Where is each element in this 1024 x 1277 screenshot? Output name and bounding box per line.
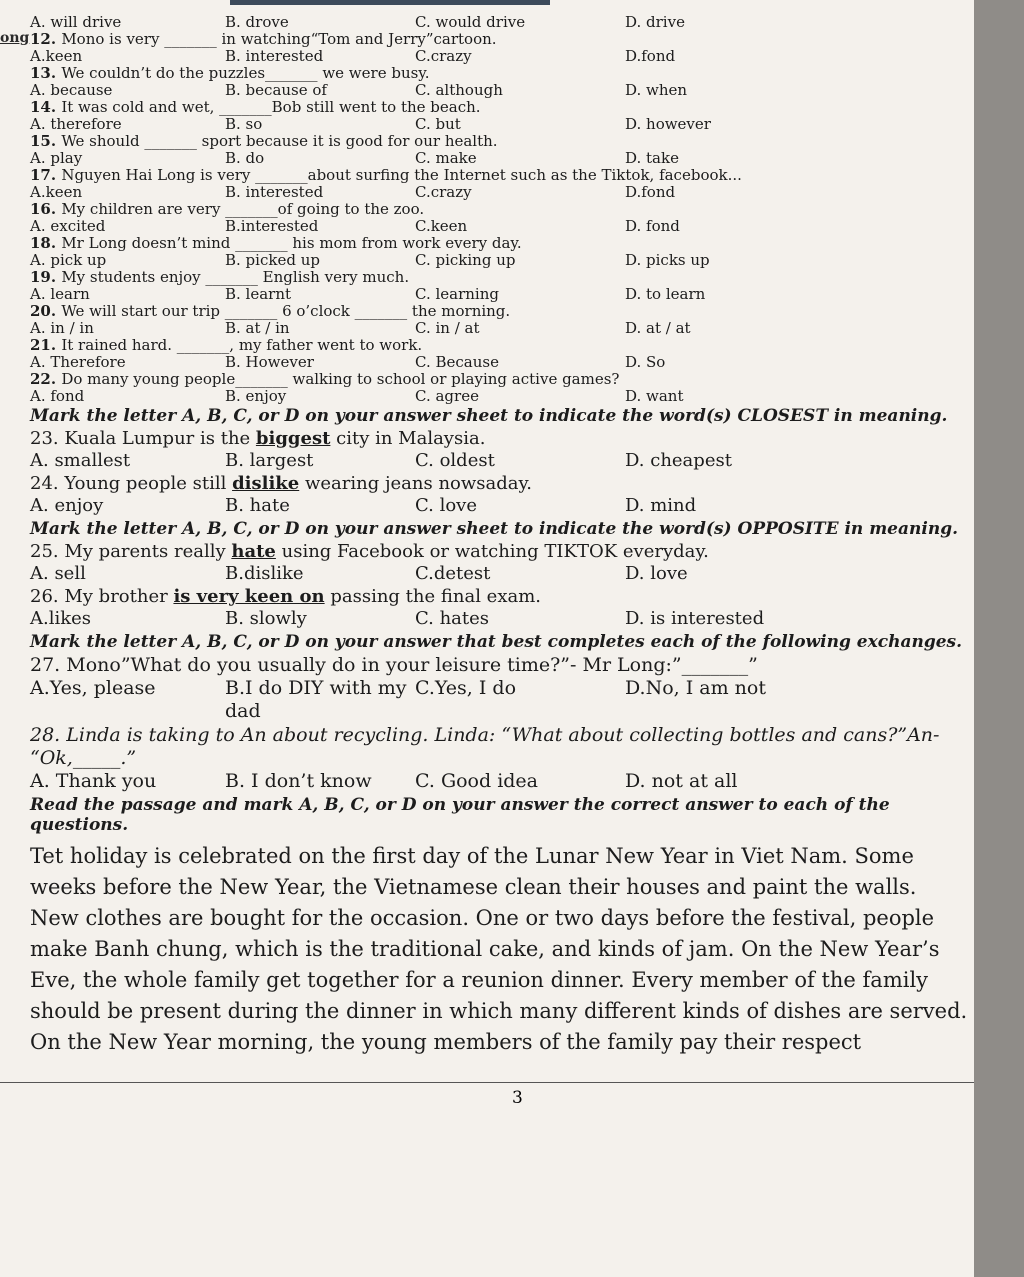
page-rule [0, 1082, 974, 1083]
option: C. although [415, 81, 503, 99]
option: A. smallest [30, 450, 131, 471]
options-row [30, 450, 970, 472]
options-row [30, 388, 970, 404]
exam-content [30, 14, 970, 1058]
option: A. excited [30, 217, 106, 235]
question-q19 [30, 269, 970, 302]
option: B. hate [225, 495, 290, 516]
reading-passage: Tet holiday is celebrated on the first day of the Lunar New Year in Viet Nam. Some weeks before the New Year, the Vietnamese clean their houses and paint the walls. New clothes are bought for the occasion. One or two days before the festival, people make Banh chung, which is the traditional cake, and kinds of jam. On the New Year’s Eve, the whole family get together for a reunion dinner. Every member of the family should be present during the dinner in which many different kinds of dishes are served. On the New Year morning, the young members of the family pay their respect [30, 844, 968, 1054]
question-27 [30, 654, 970, 723]
question-q13 [30, 65, 970, 98]
option: C.keen [415, 217, 468, 235]
option: B.dislike [225, 563, 304, 584]
option: B. slowly [225, 608, 307, 629]
table-edge [974, 0, 1024, 1277]
options-row [30, 495, 970, 517]
underlined-word: is very keen on [173, 586, 325, 607]
option: D. So [625, 353, 666, 371]
question-q20 [30, 303, 970, 336]
option: C. learning [415, 285, 499, 303]
section-passage: Read the passage and mark A, B, C, or D on your answer the correct answer to each of the questions. [30, 795, 890, 835]
option: B. However [225, 353, 314, 371]
option: A.keen [30, 183, 83, 201]
options-row [30, 14, 970, 30]
option: D. however [625, 115, 711, 133]
question-23 [30, 428, 970, 472]
options-row [30, 252, 970, 268]
question-number: 22. [30, 370, 62, 388]
question-stem: 17. Nguyen Hai Long is very _______about surfing the Internet such as the Tiktok, facebook... [30, 166, 742, 184]
question-number: 13. [30, 64, 62, 82]
option: D. cheapest [625, 450, 732, 471]
option: D. to learn [625, 285, 706, 303]
option: D. drive [625, 13, 685, 31]
question-q16 [30, 201, 970, 234]
question-number: 17. [30, 166, 62, 184]
question-q15 [30, 133, 970, 166]
option: C.crazy [415, 47, 472, 65]
header-strip [230, 0, 550, 5]
option: B. do [225, 149, 265, 167]
options-row [30, 48, 970, 64]
option: C. in / at [415, 319, 480, 337]
option: D. not at all [625, 770, 738, 792]
underlined-word: dislike [232, 473, 300, 494]
option: C. Good idea [415, 770, 539, 792]
option: B.I do DIY with my dad [225, 677, 407, 722]
option: D.fond [625, 183, 676, 201]
option: B. at / in [225, 319, 290, 337]
question-number: 12. [30, 30, 62, 48]
option: B. because of [225, 81, 327, 99]
option: A. because [30, 81, 113, 99]
option: A.Yes, please [30, 677, 156, 699]
options-row [30, 286, 970, 302]
option: A. Therefore [30, 353, 126, 371]
option: B. so [225, 115, 263, 133]
option: D.fond [625, 47, 676, 65]
question-28 [30, 724, 970, 793]
options-row [30, 82, 970, 98]
option: D. want [625, 387, 684, 405]
option: C. love [415, 495, 477, 516]
option: A. in / in [30, 319, 94, 337]
option: D.No, I am not [625, 677, 766, 699]
question-26 [30, 586, 970, 630]
option: A.keen [30, 47, 83, 65]
section-exchanges: Mark the letter A, B, C, or D on your answer that best completes each of the following exchanges. [30, 632, 963, 652]
options-row [30, 184, 970, 200]
option: A. pick up [30, 251, 107, 269]
underlined-word: hate [231, 541, 276, 562]
question-number: 18. [30, 234, 62, 252]
option: B.interested [225, 217, 319, 235]
question-stem: 23. Kuala Lumpur is the biggest city in Malaysia. [30, 428, 486, 449]
question-stem: 25. My parents really hate using Facebook or watching TIKTOK everyday. [30, 541, 709, 562]
question-stem: 15. We should _______ sport because it is good for our health. [30, 132, 498, 150]
option: A. therefore [30, 115, 122, 133]
option: A. sell [30, 563, 86, 584]
underlined-word: biggest [255, 428, 331, 449]
question-stem: 20. We will start our trip _______ 6 o’clock _______ the morning. [30, 302, 511, 320]
option: D. at / at [625, 319, 691, 337]
option: A. fond [30, 387, 85, 405]
question-stem: 22. Do many young people_______ walking to school or playing active games? [30, 370, 620, 388]
option: D. is interested [625, 608, 765, 629]
section-opposite: Mark the letter A, B, C, or D on your answer sheet to indicate the word(s) OPPOSITE in meaning. [30, 519, 958, 539]
question-stem: 14. It was cold and wet, _______Bob still went to the beach. [30, 98, 481, 116]
option: D. picks up [625, 251, 710, 269]
question-stem: 28. Linda is taking to An about recycling. Linda: “What about collecting bottles and cans?”An- “Ok,_____.” [30, 724, 940, 769]
question-stem: 24. Young people still dislike wearing jeans nowsaday. [30, 473, 533, 494]
option: B. I don’t know [225, 770, 372, 792]
question-number: 21. [30, 336, 62, 354]
question-number: 15. [30, 132, 62, 150]
option: A.likes [30, 608, 92, 629]
question-25 [30, 541, 970, 585]
section-closest: Mark the letter A, B, C, or D on your answer sheet to indicate the word(s) CLOSEST in meaning. [30, 406, 948, 426]
option: C.crazy [415, 183, 472, 201]
question-stem: 27. Mono”What do you usually do in your leisure time?”- Mr Long:”_______” [30, 654, 758, 676]
question-stem: 13. We couldn’t do the puzzles_______ we were busy. [30, 64, 430, 82]
question-stem: 12. Mono is very _______ in watching“Tom and Jerry”cartoon. [30, 30, 497, 48]
option: A. play [30, 149, 83, 167]
option: D. love [625, 563, 688, 584]
option: B. enjoy [225, 387, 287, 405]
question-q21 [30, 337, 970, 370]
option: C. Because [415, 353, 499, 371]
options-row [30, 150, 970, 166]
option: C. would drive [415, 13, 526, 31]
question-stem: 26. My brother is very keen on passing the final exam. [30, 586, 542, 607]
question-stem: 16. My children are very _______of going to the zoo. [30, 200, 425, 218]
question-q11 [30, 14, 970, 30]
question-q22 [30, 371, 970, 404]
question-number: 16. [30, 200, 62, 218]
question-q17 [30, 167, 970, 200]
options-row [30, 677, 970, 723]
option: C.detest [415, 563, 491, 584]
question-stem: 19. My students enjoy _______ English very much. [30, 268, 410, 286]
option: D. when [625, 81, 688, 99]
question-q14 [30, 99, 970, 132]
option: D. fond [625, 217, 680, 235]
option: A. enjoy [30, 495, 104, 516]
question-number: 20. [30, 302, 62, 320]
question-number: 19. [30, 268, 62, 286]
option: C. oldest [415, 450, 495, 471]
options-row [30, 320, 970, 336]
option: B. picked up [225, 251, 320, 269]
option: A. will drive [30, 13, 122, 31]
option: D. mind [625, 495, 697, 516]
option: B. learnt [225, 285, 292, 303]
question-stem: 18. Mr Long doesn’t mind _______ his mom from work every day. [30, 234, 522, 252]
options-row [30, 354, 970, 370]
option: B. interested [225, 183, 324, 201]
option: A. learn [30, 285, 90, 303]
question-number: 14. [30, 98, 62, 116]
option: C. make [415, 149, 477, 167]
question-q12 [30, 31, 970, 64]
options-row [30, 563, 970, 585]
option: B. largest [225, 450, 314, 471]
option: C. picking up [415, 251, 516, 269]
options-row [30, 218, 970, 234]
option: C. hates [415, 608, 490, 629]
option: A. Thank you [30, 770, 157, 792]
option: C.Yes, I do [415, 677, 517, 699]
options-row [30, 770, 970, 793]
option: C. agree [415, 387, 479, 405]
option: D. take [625, 149, 679, 167]
question-list [30, 14, 970, 404]
question-24 [30, 473, 970, 517]
option: C. but [415, 115, 461, 133]
page-number: 3 [512, 1088, 523, 1108]
options-row [30, 116, 970, 132]
option: B. interested [225, 47, 324, 65]
question-stem: 21. It rained hard. _______, my father went to work. [30, 336, 423, 354]
margin-tag: ong [0, 30, 30, 46]
question-q18 [30, 235, 970, 268]
option: B. drove [225, 13, 289, 31]
options-row [30, 608, 970, 630]
